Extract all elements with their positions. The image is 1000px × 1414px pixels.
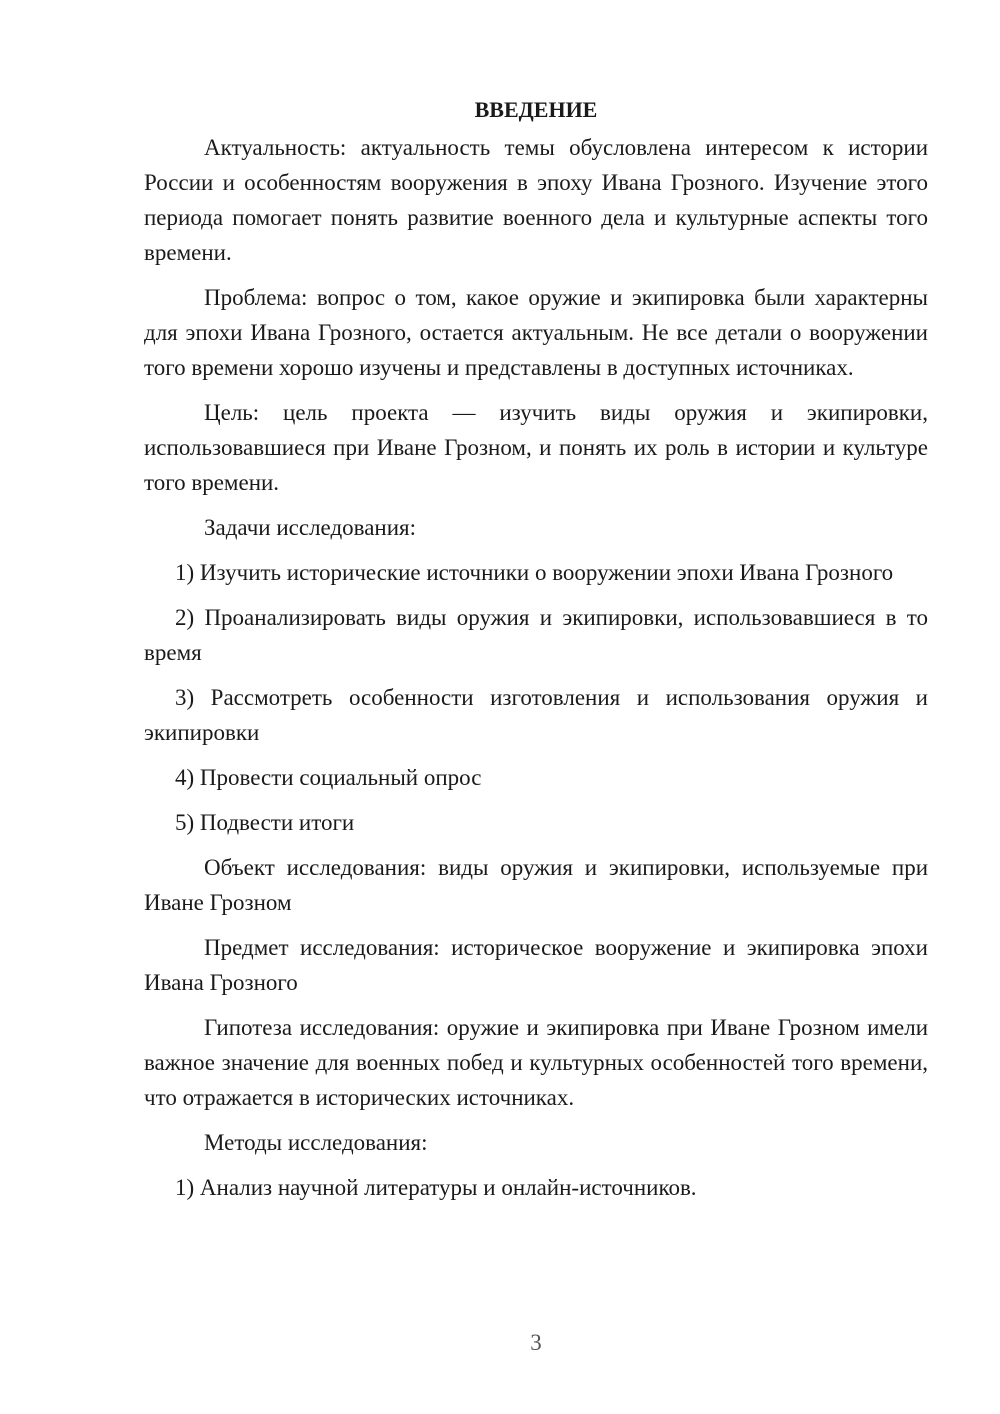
page-title: ВВЕДЕНИЕ — [474, 97, 598, 122]
task-item-3: 3) Рассмотреть особенности изготовления и использования оружия и экипировки — [144, 685, 928, 745]
tasks-heading: Задачи исследования: — [204, 515, 417, 540]
task-item-4: 4) Провести социальный опрос — [175, 765, 482, 790]
paragraph-relevance: Актуальность: актуальность темы обусловлена интересом к истории России и особенностям вооружения в эпоху Ивана Грозного. Изучение этого периода помогает понять развитие военного дела и культурные аспекты того времени. — [144, 135, 928, 265]
paragraph-goal: Цель: цель проекта — изучить виды оружия и экипировки, использовавшиеся при Иване Грозном, и понять их роль в истории и культуре того времени. — [144, 400, 928, 495]
paragraph-hypothesis: Гипотеза исследования: оружие и экипировка при Иване Грозном имели важное значение для военных побед и культурных особенностей того времени, что отражается в исторических источниках. — [144, 1015, 928, 1110]
method-item-1: 1) Анализ научной литературы и онлайн-источников. — [175, 1175, 697, 1200]
paragraph-subject: Предмет исследования: историческое вооружение и экипировка эпохи Ивана Грозного — [144, 935, 928, 995]
page-number: 3 — [530, 1330, 542, 1355]
paragraph-object: Объект исследования: виды оружия и экипировки, используемые при Иване Грозном — [144, 855, 928, 915]
task-item-2: 2) Проанализировать виды оружия и экипировки, использовавшиеся в то время — [144, 605, 928, 665]
document-page — [144, 92, 928, 1215]
paragraph-problem: Проблема: вопрос о том, какое оружие и экипировка были характерны для эпохи Ивана Грозного, остается актуальным. Не все детали о вооружении того времени хорошо изучены и представлены в доступных источниках. — [144, 285, 928, 380]
methods-heading: Методы исследования: — [204, 1130, 428, 1155]
task-item-5: 5) Подвести итоги — [175, 810, 355, 835]
task-item-1: 1) Изучить исторические источники о вооружении эпохи Ивана Грозного — [175, 560, 894, 585]
